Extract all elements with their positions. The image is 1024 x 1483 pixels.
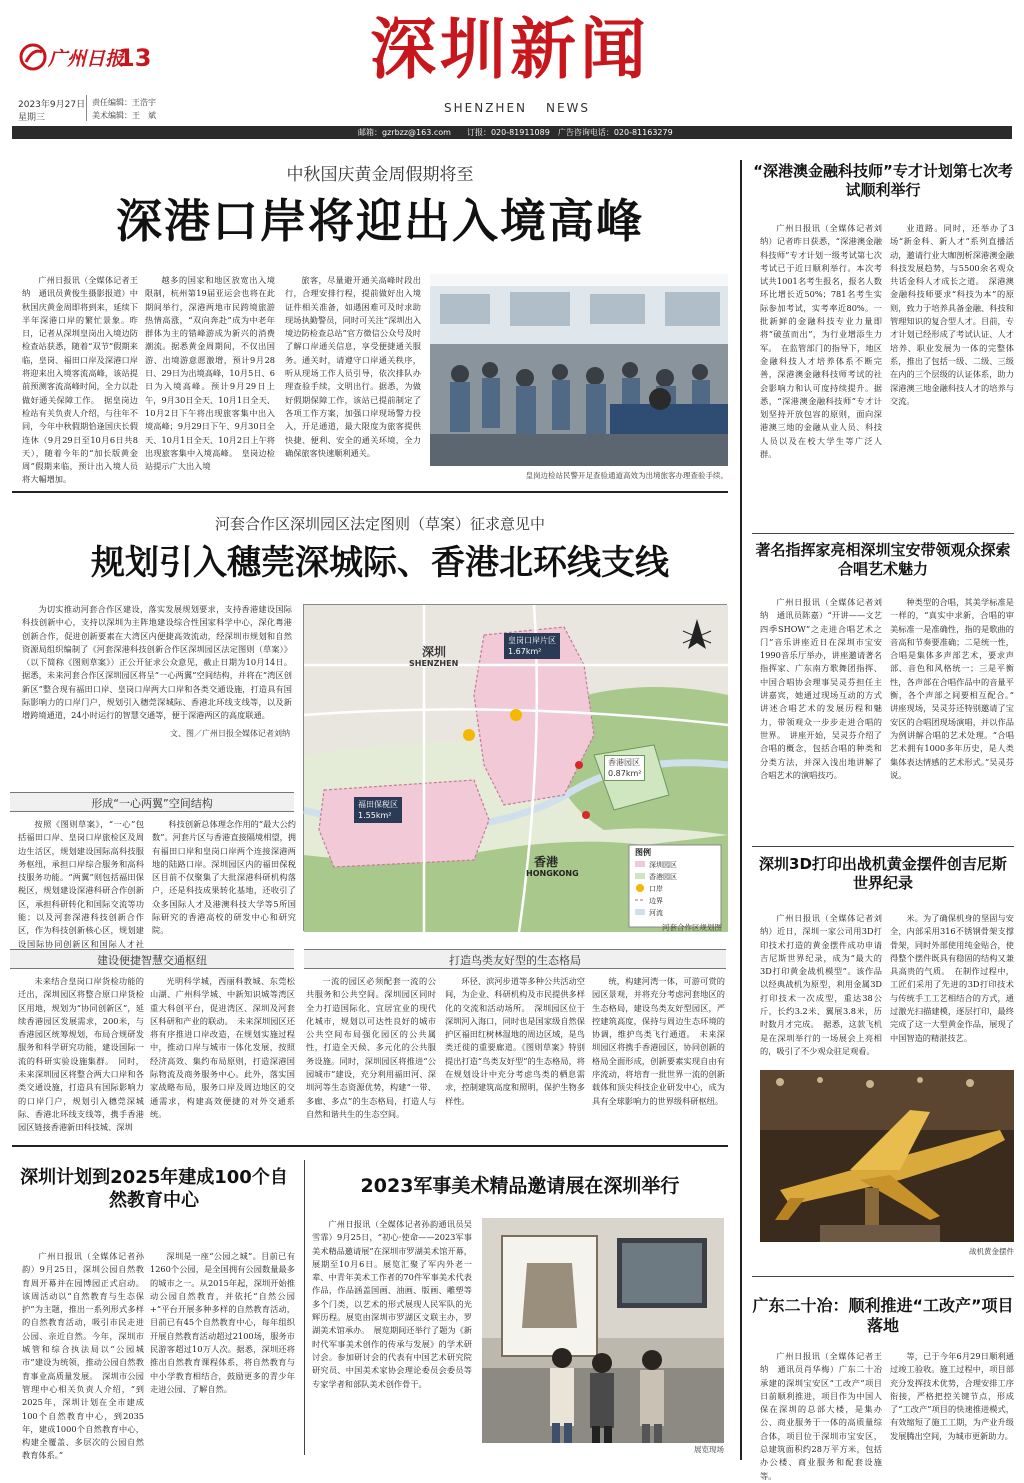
article-1-headline: 深港口岸将迎出入境高峰 xyxy=(116,194,644,248)
map-area-hk-name: 香港园区 xyxy=(608,758,640,767)
article-1-col-3-text: 旅客，尽量避开通关高峰时段出行，合理安排行程，提前做好出入境证件相关准备，如遇困难可及时求助现场执勤警员，同时可关注“深圳出入境边防检查总站”官方微信公众号及时了解口岸通关信息，享受便捷通关服务。通关时，请遵守口岸通关秩序，听从现场工作人员引导，依次排队办理查验手续，文明出行。据悉，为做好假期保障工作，该站已提前制定了各项工作方案，加强口岸现场警力投入，开足通道，最大限度为旅客提供快捷、便利、安全的通关环境，全力确保旅客快速顺利通关。 xyxy=(285,275,421,458)
article-2-intro-text: 为切实推动河套合作区建设，落实发展规划要求，支持香港建设国际科技创新中心，支持以深圳为主阵地建设综合性国家科学中心，深化粤港创新合作，促进创新要素在大湾区内便捷高效流动，经深圳市规划和自然资源局组织编制了《河套深港科技创新合作区深圳园区法定图则（草案）》（以下简称《图则草案》）正公开征求公众意见，截止日期为10月14日。据悉，未来河套合作区深圳园区将呈“一心两翼”空间结构，并将在“湾区创新区”整合现有福田口岸、皇岗口岸两大口岸和各类交通设施，打造具有国际影响力的口岸门户，规划引入穗莞深城际、香港北环线支线等，以及新增跨境通道，24小时运行的智慧交通等，便于深港两区的高度联通。 xyxy=(22,604,292,721)
art-editor-credit: 美术编辑：王 斌 xyxy=(92,111,156,120)
right-3-col-2 xyxy=(890,912,1014,1062)
map-label-shenzhen-en: SHENZHEN xyxy=(409,659,459,668)
right-divider-3 xyxy=(752,1276,1014,1277)
map-label-hongkong: 香港 xyxy=(534,855,559,869)
subsection-3-title: 打造鸟类友好型的生态格局 xyxy=(449,954,581,967)
map-area-futian xyxy=(354,797,402,823)
contact-strip xyxy=(12,126,1012,139)
subsection-3-col-1-text: 一流的园区必须配套一流的公共服务和公共空间。深圳园区同时全力打造国际化、宜居宜业的现代化城市，规划以可达性良好的城市公共空间布局强化园区的公共属性，打造全天候、多元化的公共服务设施。同时，深圳园区将推进“公园城市”建设，充分利用福田河、深圳河等生态资源优势，构建“一带、多廊、多点”的生态格局，打造人与自然和谐共生的生态空间。 xyxy=(306,976,436,1119)
subsection-1-col-2-text: 科技创新总体理念作用的“最大公约数”。河套片区与香港直接隔境相望，拥有福田口岸和皇岗口岸两个连接深港两地的陆路口岸。深圳园区内的福田保税区目前不仅聚集了大批深港科研机构落户，还是科技成果转化基地，还收引了众多国际人才及港澳科技大学等5所国际研究的香港高校的研发中心和研究院。 xyxy=(152,819,296,936)
map-caption: 河套合作区规划图 xyxy=(662,923,722,932)
map-legend-item-4: 河流 xyxy=(649,909,663,917)
right-1-col-2 xyxy=(890,222,1014,542)
right-4-col-1 xyxy=(760,1350,882,1481)
map-area-futian-name: 福田保税区 xyxy=(358,800,398,809)
masthead xyxy=(0,0,1024,145)
article-2-kicker: 河套合作区深圳园区法定图则（草案）征求意见中 xyxy=(214,515,545,533)
right-2-col-2-text: 种类型的合唱，其美学标准是一样的，“真实中求新，合唱的审美标准一是准确性，指的是歌曲的音高和节奏要准确；二是统一性，合唱是集体多声部艺术，要求声部、音色和风格统一；三是平衡性，各声部在合唱作品中的音量平衡，各个声部之间要相互配合。” 讲座现场，吴灵芬还特别邀请了宝安区的合唱团现场演唱，并以作品为例讲解合唱的艺术处理。“合唱艺术拥有1000多年历史，是人类集体表达情感的艺术形式。”吴灵芬说。 xyxy=(890,597,1023,780)
section-subtitle-left: SHENZHEN xyxy=(444,101,528,115)
article-2-intro xyxy=(22,603,292,725)
map-area-huanggang xyxy=(504,633,560,659)
article-4-body-text: 广州日报讯（全媒体记者孙韵通讯员吴雪霏）9月25日，“初心·使命——2023军事美术精品邀请展”在深圳市罗湖美术馆开幕，展期至10月6日。展览汇聚了军内外老一辈、中青年美术工作者的70件军事美术代表作品，作品涵盖国画、油画、版画、雕塑等多个门类，以艺术的形式展现人民军队的光辉历程。展览由深圳市罗湖区文联主办，罗湖美术馆承办。 展览期间还举行了题为《新时代军事美术创作的传承与发展》的学术研讨会。参加研讨会的代表有中国艺术研究院研究员、中国美术家协会理论委员会委员等专家学者和部队美术创作骨干。 xyxy=(312,1219,472,1389)
section-subtitle-right: NEWS xyxy=(546,101,591,115)
article-3-headline: 深圳计划到2025年建成100个自然教育中心 xyxy=(20,1167,288,1211)
masthead-divider xyxy=(86,95,87,121)
right-2-headline: 著名指挥家亮相深圳宝安带领观众探索合唱艺术魅力 xyxy=(755,541,1011,578)
subsection-1-col-1-text: 按照《图则草案》，“一心”包括福田口岸、皇岗口岸旅检区及周边生活区，规划建设国际高科技服务枢纽，承担口岸综合服务和高科技服务功能。“两翼”则包括福田保税区，规划建设深港科研合作创新区，承担科研转化和国际交流等功能；以及河套深港科技创新合作区，作为科技创新核心区，规划建设国际协同创新区和国际人才社 xyxy=(18,819,144,949)
right-divider-1 xyxy=(752,533,1014,534)
right-3-photo-caption: 战机黄金摆件 xyxy=(969,1247,1014,1256)
map-area-huanggang-size: 1.67km² xyxy=(508,647,542,656)
right-3-col-1-text: 广州日报讯（全媒体记者刘纳）近日，深圳一家公司用3D打印技术打造的黄金摆件成功申请吉尼斯世界纪录，成为“最大的3D打印黄金战机模型”。该作品以经典战机为原型，利用金属3D打印技术一次成型，重达38公斤，长约3.2米、翼展3.8米，历时数月才完成。 据悉，这款飞机是在深圳举行的一场展会上亮相的，吸引了不少观众驻足观看。 xyxy=(760,913,882,1056)
article-3-col-2 xyxy=(150,1250,295,1450)
article-1-col-1-text: 广州日报讯（全媒体记者王纳 通讯员黄俊生摄影报道）中秋国庆黄金周即将到来，延续下半年深港口岸的繁忙景象。昨日，记者从深圳皇岗出入境边防检查站获悉，随着“双节”假期来临，皇岗、福田口岸及深港口岸将迎来出入境客流高峰，该站提前预测客流高峰时间，全力以赴做好通关保障工作。 据皇岗边检站有关负责人介绍，与往年不同，今年中秋假期恰逢国庆长假连休（9月29日至10月6日共8天），随着今年的“加长版黄金周”假期来临，预计出入境人员将大幅增加。 xyxy=(22,275,138,485)
right-3-photo xyxy=(760,1070,1014,1242)
subsection-2-title: 建设便捷智慧交通枢纽 xyxy=(97,954,207,967)
publish-weekday: 星期三 xyxy=(18,113,46,123)
page-number: 13 xyxy=(118,44,152,72)
subsection-1-col-1 xyxy=(18,818,144,949)
divider-2 xyxy=(12,1145,728,1147)
article-3-col-1-text: 广州日报讯（全媒体记者孙韵）9月25日，深圳公园自然教育周开幕并在园博园正式启动。该周活动以“自然教育与生态保护”为主题，推出一系列形式多样的自然教育活动，吸引市民走进公园、亲近自然。今年，深圳市城管和综合执法局以“公园城市”建设为统领，推动公园自然教育事业高质量发展。 深圳市公园管理中心相关负责人介绍，“到2025年，深圳计划在全市建成100个自然教育中心，到2035年，建成1000个自然教育中心，构建全覆盖、多层次的公园自然教育体系。” xyxy=(22,1251,144,1461)
map-label-shenzhen: 深圳 xyxy=(422,645,447,659)
section-title: 深圳新闻 xyxy=(370,10,650,88)
right-4-col-2 xyxy=(890,1350,1014,1455)
subsection-2-col-2 xyxy=(150,975,295,1119)
map-area-huanggang-name: 皇岗口岸片区 xyxy=(508,636,556,645)
article-3-col-1 xyxy=(22,1250,144,1461)
newspaper-logo-icon xyxy=(18,42,48,72)
right-1-col-1-text: 广州日报讯（全媒体记者刘纳）记者昨日获悉，“深港澳金融科技师”专才计划一级考试第七次考试已于近日顺利举行。本次考试共1001名考生报名，报名人数环比增长近50%；781名考生实际参加考试，实考率近80%。一批新鲜的金融科技专业力量即将“破茧而出”，为行业增添生力军。 在监管部门的指导下，地区金融科技人才培养体系不断完善，深港澳金融科技师考试的社会影响力和认可度持续提升。据悉，“深港澳金融科技师”专才计划坚持开放包容的原则，面向深港澳三地的金融从业人员、科技人员以及在校大学生等广泛人群。 xyxy=(760,223,882,460)
right-3-headline: 深圳3D打印出战机黄金摆件创吉尼斯世界纪录 xyxy=(759,855,1007,892)
map-area-futian-size: 1.55km² xyxy=(358,811,392,820)
subsection-1-title: 形成“一心两翼”空间结构 xyxy=(91,797,213,810)
right-divider-2 xyxy=(752,846,1014,847)
subsection-2-col-1 xyxy=(18,975,144,1133)
map-area-hk xyxy=(604,755,645,781)
right-1-col-2-text: 业道路。同时，还举办了3场“新金科、新人才”系列直播活动，邀请行业大咖剖析深港澳金融科技发展趋势，与5500余名观众共话金科人才成长之道。 深港澳金融科技师要求“科技为本”的原则，致力于培养具备金融、科技和管理知识的复合型人才。目前，专才计划已经形成了考试认证、人才培养、职业发展为一体的完整体系，推出了包括一级、二级、三级在内的三个层级的认证体系，助力深港澳三地金融科技人才的培养与交流。 xyxy=(890,223,1014,406)
article-1-photo-caption: 皇岗边检站民警开足查验通道高效为出境旅客办理查验手续。 xyxy=(525,471,728,480)
map-legend-item-0: 深圳园区 xyxy=(649,861,677,869)
article-1-col-2-text: 越多的国家和地区放宽出入境限制，杭州第19届亚运会也将在此期间举行，深港两地市民跨境旅游热情高涨，“双向奔赴”成为中老年群体为主的错峰游成为新兴的消费潮流。据悉黄金周期间，不仅出国游、出境游意愿激增，预计9月28日、29日为出境高峰，10月5日、6日为入境高峰。预计9月29日上午，9月30日全天、10月1日全天、10月2日下午将出现旅客集中出入境高峰；9月29日下午、9月30日全天、10月1日全天、10月2日上午将出现旅客集中入境高峰。 皇岗边检站提示广大出入境 xyxy=(145,275,275,472)
right-3-col-2-text: 米。为了确保机身的坚固与安全，内部采用316不锈钢骨架支撑骨架，同时外部使用纯金贴合，使得整个摆件既具有稳固的结构又兼具高贵的气质。 在制作过程中，工匠们采用了先进的3D打印技术与传统手工工艺相结合的方式，通过激光扫描建模，逐层打印，最终完成了这一大型黄金作品，展现了中国智造的精湛技艺。 xyxy=(890,913,1014,1043)
article-3-col-2-text: 深圳是一座“公园之城”。目前已有1260个公园，是全国拥有公园数量最多的城市之一。从2015年起，深圳开始推动公园自然教育，并依托“自然公园+”平台开展多种多样的自然教育活动，目前已有45个自然教育中心，每年组织开展自然教育活动超过2100场，服务市民游客超过10万人次。据悉，深圳还将推出自然教育课程体系，将自然教育与中小学教育相结合，鼓励更多的青少年走进公园、了解自然。 xyxy=(150,1251,295,1394)
right-2-col-2 xyxy=(890,596,1023,840)
subsection-3-col-3-text: 统，构建河湾一体，可游可赏的园区景观，并将充分考虑河套地区的生态格局，建设鸟类友好型园区，严控建筑高度，保持与周边生态环境的协调，维护鸟类飞行通道。 未来深圳园区将携手香港园区，协同创新的格局全面形成，创新要素实现自由有序流动，将培育一批世界一流的创新载体和顶尖科技企业研发中心，成为具有全球影响力的世界级科研枢纽。 xyxy=(592,976,725,1106)
article-1-kicker: 中秋国庆黄金周假期将至 xyxy=(286,165,474,185)
right-2-col-1 xyxy=(760,596,882,840)
contact-strip-text: 邮箱：gzrbzz@163.com 订报：020-81911089 广告咨询电话：020-81163279 xyxy=(358,128,673,137)
subsection-2-col-1-text: 未来结合皇岗口岸货检功能的迁出，深圳园区将整合原口岸货检区用地，规划为“协同创新区”，延续香港园区发展需求，200米，与香港园区统筹规划，布局合规研发服务和科学研究功能，建设国际一流的科研实验设施集群。 同时，未来深圳园区将整合两大口岸和各类交通设施，打造具有国际影响力的口岸门户，规划引入穗莞深城际、香港北环线支线等，携手香港园区链接香港新田科技城、深圳 xyxy=(18,976,144,1133)
subsection-3-col-1 xyxy=(306,975,436,1119)
paper-name: 广州日报 xyxy=(48,48,125,70)
article-2-headline: 规划引入穗莞深城际、香港北环线支线 xyxy=(91,543,669,583)
map-legend-item-3: 边界 xyxy=(649,897,663,905)
article-1-col-2 xyxy=(145,274,275,489)
article-1-col-3 xyxy=(285,274,421,489)
vertical-divider-left xyxy=(304,1160,305,1455)
right-2-col-1-text: 广州日报讯（全媒体记者刘纳 通讯员陈嘉）“开讲——文艺四季SHOW”之走进合唱艺术之门”音乐讲座近日在深圳市宝安1990音乐厅举办，讲座邀请著名指挥家、广东南方歌舞团指挥、中国合唱协会理事吴灵芬担任主讲嘉宾，她通过现场互动的方式讲述合唱艺术的发展历程和魅力，带领观众一步步走进合唱的世界。 讲座开始，吴灵芬介绍了合唱的概念，包括合唱的种类和分类方法，并深入浅出地讲解了合唱艺术的演唱技巧。 xyxy=(760,597,882,780)
right-4-headline: 广东二十冶：顺利推进“工改产”项目落地 xyxy=(752,1296,1014,1335)
map-area-hk-size: 0.87km² xyxy=(608,769,642,778)
map-label-hongkong-en: HONGKONG xyxy=(526,869,579,878)
article-4-photo xyxy=(482,1218,724,1443)
right-4-col-2-text: 等，已于今年6月29日顺利通过竣工验收。施工过程中，项目部充分发挥技术优势，合理安排工序衔接，严格把控关键节点，形成了“工改产”项目的快速推进模式，有效缩短了施工工期，为产业升级发展腾出空间，为城市更新助力。 xyxy=(890,1351,1014,1441)
subsection-3-col-2-text: 环径、滨河步道等多种公共活动空间，为企业、科研机构及市民提供多样化的交流和活动场所。 深圳园区位于深圳河入海口，同时也是国家级自然保护区福田红树林湿地的周边区域，是鸟类迁徙的重要廊道。《图则草案》特别提出打造“鸟类友好型”的生态格局，将在规划设计中充分考虑鸟类的栖息需求，控制建筑高度和照明，保护生物多样性。 xyxy=(445,976,585,1106)
article-4-body xyxy=(312,1218,472,1453)
article-1-photo xyxy=(430,274,728,466)
article-1-col-1 xyxy=(22,274,138,489)
map-legend-item-1: 香港园区 xyxy=(649,873,677,881)
divider-1 xyxy=(12,491,728,493)
subsection-3-col-2 xyxy=(445,975,585,1115)
right-1-col-1 xyxy=(760,222,882,542)
subsection-1-col-2 xyxy=(152,818,296,936)
right-3-col-1 xyxy=(760,912,882,1062)
article-2-byline: 文、图／广州日报全媒体记者刘纳 xyxy=(170,729,290,738)
editor-credit: 责任编辑：王浩宇 xyxy=(92,98,156,107)
right-1-headline: “深港澳金融科技师”专才计划第七次考试顺利举行 xyxy=(753,162,1013,199)
right-4-col-1-text: 广州日报讯（全媒体记者王纳 通讯员肖华梅）广东二十冶承建的深圳宝安区“工改产”项目日前顺利推进，项目作为中国人保在深圳的总部大楼，是集办公、商业服务于一体的高质量综合体，项目位于深圳市宝安区，总建筑面积约28万平方米，包括办公楼、商业服务和配套设施等。 xyxy=(760,1351,882,1481)
subsection-3-col-3 xyxy=(592,975,725,1115)
publish-date: 2023年9月27日 xyxy=(18,100,86,110)
map-legend-title: 图例 xyxy=(635,848,651,857)
article-4-photo-caption: 展览现场 xyxy=(694,1445,724,1454)
planning-map xyxy=(303,604,727,931)
map-legend-item-2: 口岸 xyxy=(649,885,663,893)
article-4-headline: 2023军事美术精品邀请展在深圳举行 xyxy=(360,1175,680,1197)
vertical-divider-right xyxy=(740,160,742,1460)
subsection-2-col-2-text: 光明科学城，西丽科教城、东莞松山湖、广州科学城、中新知识城等湾区重大科创平台，促进湾区、深圳及河套区科研和产业的联动。 未来深圳园区还将有序推进口岸改造，在规划实施过程中，推动口岸与城市一体化发展，按照经济高效、集约布局原则，打造深港国际物流及商务服务中心。此外，落实国家战略布局，服务口岸及周边地区的交通需求，构建高效便捷的对外交通系统。 xyxy=(150,976,295,1119)
